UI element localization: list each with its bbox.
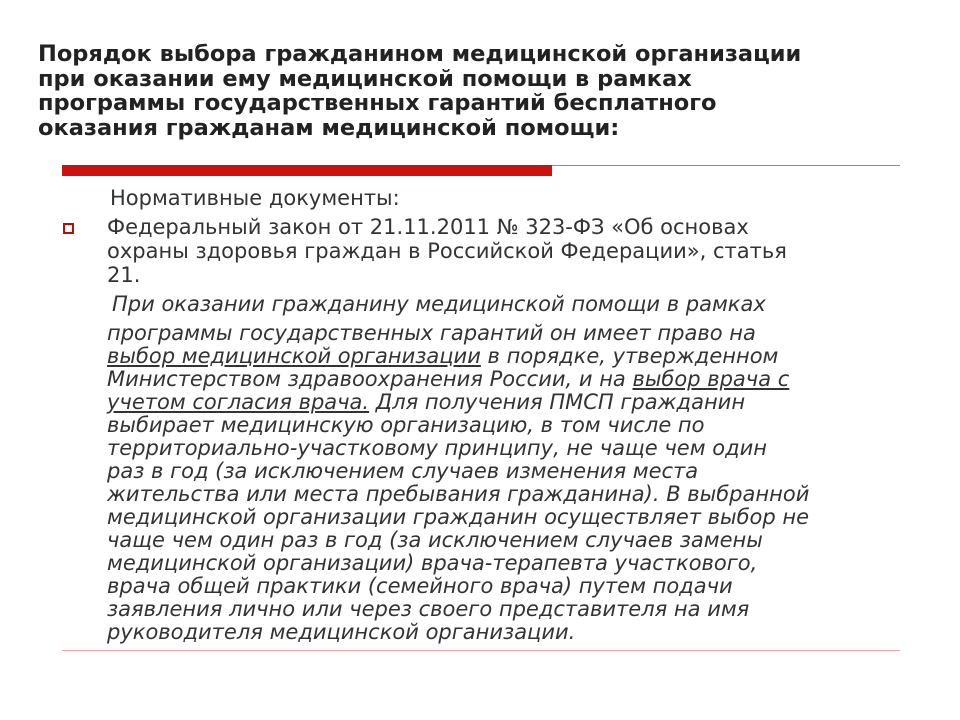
divider-bottom	[62, 650, 900, 651]
paragraph-line-15: руководителя медицинской организации.	[107, 620, 576, 644]
paragraph-line-9: жительства или места пребывания гражданина). В выбранной	[107, 482, 810, 506]
paragraph-line-1: При оказании гражданину медицинской помощи в рамках	[112, 292, 766, 316]
title-line-3: программы государственных гарантий бесплатного	[38, 90, 717, 116]
law-reference-line-3: 21.	[107, 263, 141, 287]
right-to-choose-doctor-link-part-2: учетом согласия врача.	[107, 390, 370, 414]
paragraph-line-12: медицинской организации) врача-терапевта участкового,	[107, 551, 758, 575]
paragraph-line-8: раз в год (за исключением случаев изменения места	[107, 459, 699, 483]
paragraph-line-7: территориально-участковому принципу, не чаще чем один	[107, 436, 767, 460]
law-reference-line-2: охраны здоровья граждан в Российской Федерации», статья	[107, 239, 787, 263]
paragraph-line-5	[107, 390, 745, 414]
paragraph-line-11: чаще чем один раз в год (за исключением случаев замены	[107, 528, 763, 552]
slide-title	[38, 42, 918, 140]
paragraph-line-3-rest: в порядке, утвержденном	[480, 344, 779, 368]
title-line-2: при оказании ему медицинской помощи в рамках	[38, 65, 692, 92]
paragraph-line-5-rest: Для получения ПМСП гражданин	[369, 390, 746, 414]
paragraph-line-13: врача общей практики (семейного врача) путем подачи	[107, 574, 733, 598]
hollow-square-bullet-icon	[63, 223, 74, 234]
title-line-4: оказания гражданам медицинской помощи:	[38, 114, 620, 141]
paragraph-line-4	[107, 367, 789, 391]
paragraph-line-14: заявления лично или через своего представителя на имя	[107, 597, 750, 621]
paragraph-line-3	[107, 344, 778, 368]
right-to-choose-doctor-link-part-1: выбор врача с	[632, 367, 790, 391]
paragraph-line-10: медицинской организации гражданин осуществляет выбор не	[107, 505, 810, 529]
section-heading: Нормативные документы:	[110, 186, 400, 210]
divider-accent-bar	[62, 165, 552, 176]
paragraph-line-6: выбирает медицинскую организацию, в том числе по	[107, 413, 705, 437]
right-to-choose-organization-link: выбор медицинской организации	[107, 344, 481, 368]
paragraph-line-4-start: Министерством здравоохранения России, и на	[107, 367, 633, 391]
paragraph-line-2: программы государственных гарантий он имеет право на	[107, 321, 756, 345]
title-line-1: Порядок выбора гражданином медицинской организации	[38, 41, 802, 67]
law-reference-line-1: Федеральный закон от 21.11.2011 № 323-ФЗ «Об основах	[107, 215, 749, 239]
